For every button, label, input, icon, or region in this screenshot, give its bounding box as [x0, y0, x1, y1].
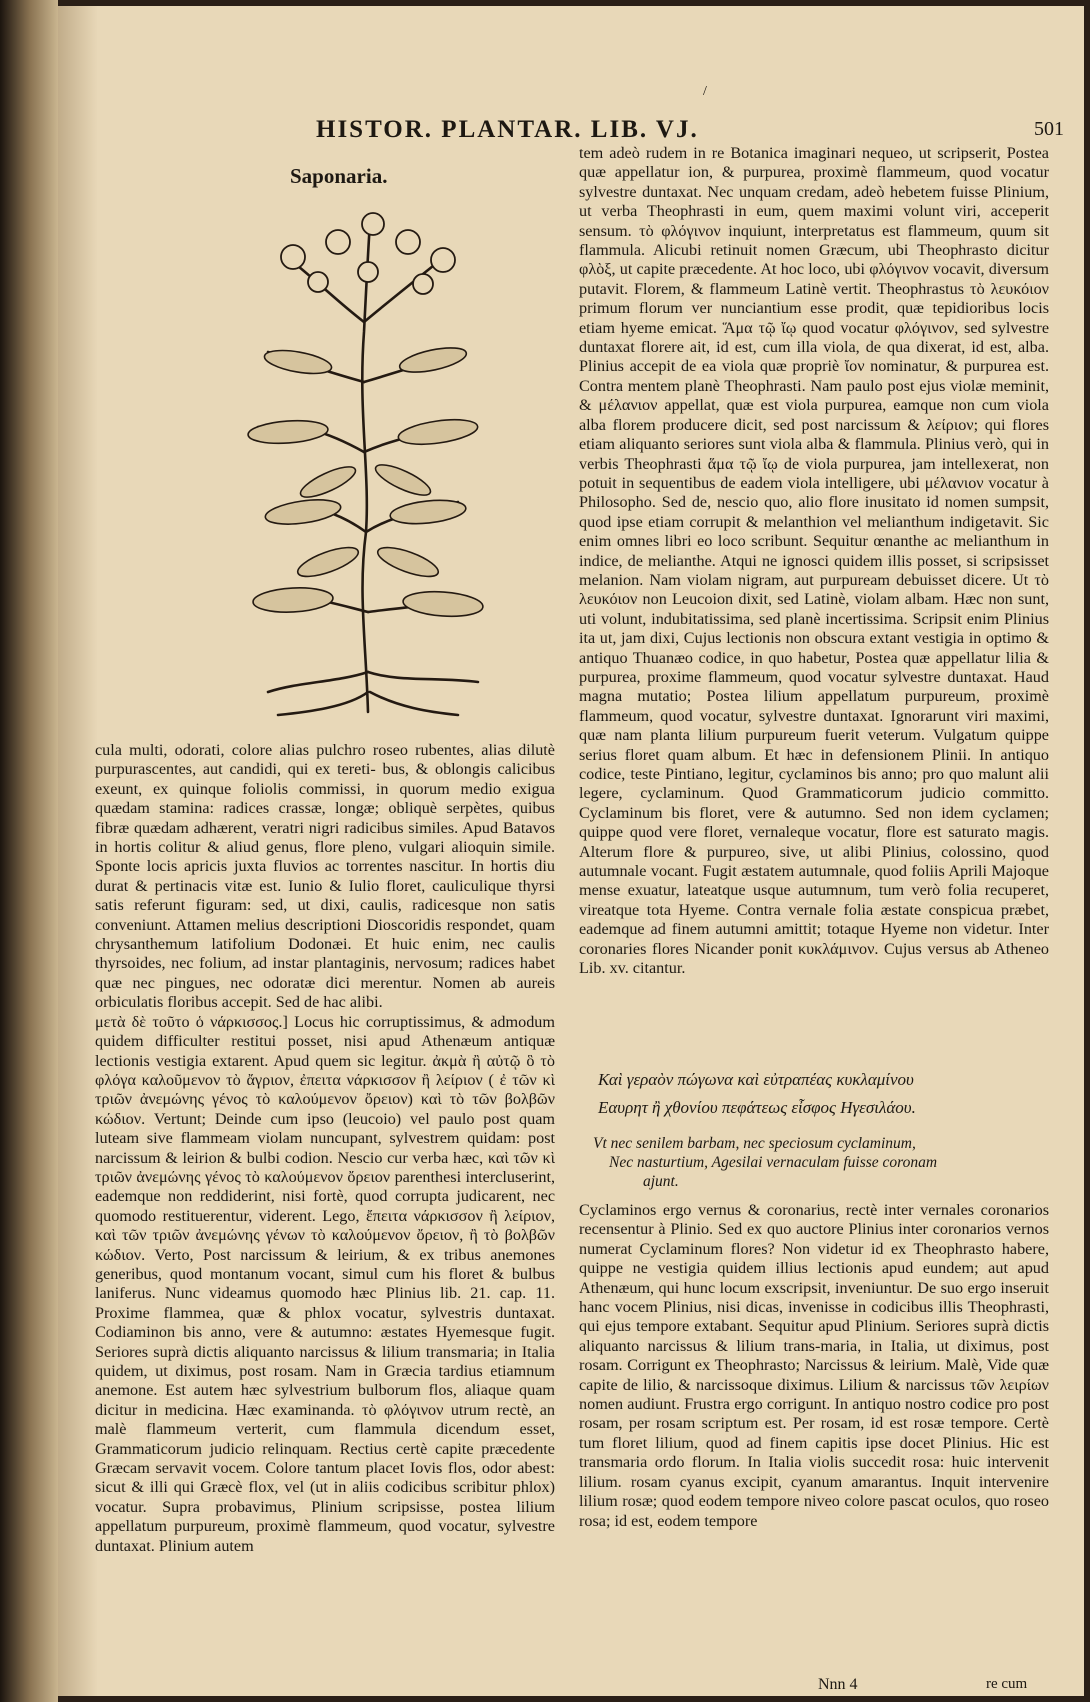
left-text-column	[95, 741, 555, 1556]
signature-mark: Nnn 4	[818, 1676, 858, 1693]
illustration-title: Saponaria.	[290, 164, 388, 188]
book-gutter	[0, 0, 58, 1702]
latin-verse-line: Vt nec senilem barbam, nec speciosum cyclaminum,	[593, 1135, 916, 1152]
book-page	[58, 6, 1084, 1696]
latin-verse-line: Nec nasturtium, Agesilai vernaculam fuisse coronam	[609, 1154, 938, 1171]
greek-verse-quotation	[598, 1066, 1068, 1122]
right-text-column-top	[579, 144, 1049, 978]
left-paragraph: μετὰ δὲ τοῦτο ὁ νάρκισσος.] Locus hic corruptissimus, & admodum quidem difficulter restitui posset, nisi apud Athenæum antiquæ lectionis vestigia extarent. Apud quem sic legitur. ἀκμὰ ἢ αὐτῷ ὃ τὸ φλόγα καλοῦμενον τὸ ἄγριον, ἐπειτα νάρκισσον ἢ λείριον ( ἐ τῶν κὶ τριῶν ἀνεμώνης γένος τὸ καλούμενον ὄρειον) καὶ τὸ τῶν βολβῶν κώδιον. Vertunt; Deinde cum ipso (leucoio) vel paulo post quam luteam sive flammeam violam nuncupant, sylvestrem quidam: post narcissum & leirion & bulbi codion. Nescio cur verba hæc, καὶ τῶν κὶ τριῶν ἀνεμώνης γένος τὸ καλούμενον ὄρειον parenthesi intercluserint, eademque non reddiderint, nisi fortè, quod corrupta judicarent, nec quomodo restituerentur, viderent. Lego, ἔπειτα νάρκισσον ἢ λείριον, καὶ τῶν τριῶν ἀνεμώνης γένων τὸ καλούμενον ὄρειον, ἢ τὸ βολβῶν κώδιον. Verto, Post narcissum & leirium, & ex tribus anemones generibus, quod montanum vocant, simul cum his floret & bulbus laniferus. Nunc videamus quomodo hæc Plinius lib. 21. cap. 11. Proxime flammea, quæ & phlox vocatur, sylvestris duntaxat. Codiaminon bis anno, vere & autumno: æstates Hyemesque fugit. Seriores suprà dictis aliquanto narcissus & lilium transmaria; in Italia quidem, ut diximus, post rosam. Nam in Græcia tardius etiamnum anemone. Est autem hæc sylvestrium bulborum flos, aliaque quam dicitur in medicina. Hæc examinanda. τὸ φλόγινον utrum rectè, an malè flammeum verterit, cum flammula dicendum esset, Grammaticorum judicio relinquam. Rectius certè capite præcedente Græcam servavit vocem. Colore tantum placet Iovis flos, odor abest: sicut & illi qui Græcè flox, vel (ut in aliis codicibus scribitur phlox) vocatur. Supra probavimus, Plinium scripsisse, postea lilium appellatum purpureum, proximè flammeum, quod vocatur, sylvestre duntaxat. Plinium autem	[95, 1012, 555, 1555]
greek-verse-line: Εαυρητ ἢ χθονίου πεφάτεως εἶσφος Ηγεσιλάου.	[598, 1098, 916, 1117]
right-paragraph: Cyclaminos ergo vernus & coronarius, rectè inter vernales coronarios recensentur à Plinio. Sed ex quo auctore Plinius inter coronarios vernos numerat Cyclaminum flores? Non videtur id ex Theophrasto habere, quippe ne vestigia quidem illius lectionis apud eundem; aut apud Athenæum, qui hunc locum exscripsit, inveniuntur. De suo ergo inseruit hanc vocem Plinius, nisi dicas, invenisse in codicibus illis Theophrasti, qui ejus tempore extabant. Sequitur apud Plinium. Seriores suprà dictis aliquanto narcissus & lilium trans-maria, in Italia, ut diximus, post rosam. Corrigunt ex Theophrasto; Narcissus & leirium. Malè, Vide quæ capite de lilio, & narcissoque diximus. Lilium & narcissus τῶν λειρίων nomen audiunt. Frustra ergo corrigunt. In antiquo nostro codice pro post rosam, per rosam scriptum est. Per rosam, id est rosæ tempore. Certè tum floret lilium, quod ad finem capitis ipse docet Plinius. Hic est transmaria ordo florum. In Italia violis succedit rosa: huic intervenit lilium. rosam cyanus excipit, cyanum amarantus. Inquit intervenire lilium rosæ; quod eodem tempore niveo colore pascat oculos, quo roseo rosa; id est, eodem tempore	[579, 1201, 1049, 1530]
catchword: re cum	[986, 1676, 1028, 1692]
latin-verse-translation	[593, 1134, 1063, 1191]
right-paragraph: tem adeò rudem in re Botanica imaginari nequeo, ut scripserit, Postea quæ appellatur ion, & purpurea, proximè flammeum, quod vocatur sylvestre duntaxat. Nec unquam credam, adeò hebetem fuisse Plinium, ut verba Theophrasti in eum, quem maximi volunt viri, acceperit sensum. τὸ φλόγινον inquiunt, interpretatus est flammeum, quum sit flammula. Alicubi retinuit nomen Græcum, ubi Theophrasto dicitur φλὸξ, ut capite præcedente. At hoc loco, ubi φλόγινον vocavit, diversum putavit. Florem, & flammeum Latinè vertit. Theophrastus τὸ λευκόιον primum florum ver nunciantium esse prodit, quæ tepidioribus locis etiam hyeme emicat. Ἅμα τῷ ἴῳ quod vocatur φλόγινον, sed sylvestre duntaxat florere ait, id est, cum illa viola, de qua dixerat, id est, alba. Plinius accepit de ea viola quæ propriè ἴον nominatur, & purpurea est. Contra mentem planè Theophrasti. Nam paulo post ejus violæ meminit, & μέλανιον appellat, quæ est viola purpurea, eamque non cum viola alba florem producere dicit, sed post narcissum & λείριον; qui flores etiam aliquanto seriores sunt viola alba & flammula. Plinius verò, qui in verbis Theophrasti ἅμα τῷ ἴῳ de viola purpurea, jam intellexerat, non potuit in sequentibus de eadem viola intelligere, ubi μέλανιον vocatur à Philosopho. Sed de, nescio quo, alio flore inusitato id nomen sumpsit, quod ipse etiam corrupit & melanthion vel melianthum indigetavit. Sic enim omnes libri eo loco scribunt. Sequitur œnanthe ac melianthum in indice, de melianthe. Atqui ne ignosci quidem illis posset, si scripsisset melanion. Nam violam nigram, aut purpuream debuisset dicere. Ut τὸ λευκόιον non Leucoion dixit, sed Latinè, violam albam. Hæc non sunt, uti volunt, indubitatissima, sed planè incertissima. Scripsit enim Plinius ita ut, jam dixi, Cujus lectionis non obscura extant vestigia in optimo & antiquo Thuanæo codice, in quo habetur, Postea quæ appellatur lilia & purpurea, proxime flammeum, quod vocatur sylvestre duntaxat. Haud magna mutatio; Postea lilium appellatum purpureum, proximè flammeum, quod vocatur, sylvestre duntaxat. Ignorarunt viri maximi, quæ nam planta lilium purpureum fuerit veterum. Vulgatum quippe serius floret quam album. Et hæc in defensionem Plinii. In antiquo codice, teste Pintiano, legitur, cyclaminos bis anno; pro quo malunt alii legere, cyclaminum. Quod Grammaticorum judicio committo. Cyclaminum bis floret, vere & autumno. Sed non idem cyclamen; quippe quod vere floret, vernaleque vocatur, flore est saturato magis. Alterum flore & purpureo, sive, ut alibi Plinius, colossino, quod autumnale vocant. Fugit æstatem autumnale, quod foliis Aprili Majoque mense exuatur, lateatque usque autumnum, tum verò folia recuperet, vireatque tota Hyeme. Contra vernale folia æstate conspicua præbet, eademque ad finem autumni amittit; totaque Hyeme non videtur. Inter coronaries flores Nicander ponit κυκλάμινον. Cujus versus ab Atheneo Lib. xv. citantur.	[579, 144, 1049, 978]
left-paragraph: cula multi, odorati, colore alias pulchro roseo rubentes, alias dilutè purpurascentes, aut candidi, qui ex tereti- bus, & oblongis calicibus exeunt, ex quinque foliolis commissi, in quorum medio exigua quædam stamina: radices crassæ, longæ; obliquè serpètes, quibus fibræ quædam adhærent, veratri nigri radicibus similes. Apud Batavos in hortis colitur & aliud genus, flore pleno, vulgari alioquin simile. Sponte locis apricis juxta fluvios ac torrentes nascitur. In hortis diu durat & pertinacis vitæ est. Iunio & Iulio floret, cauliculique thyrsi satis referunt figuram: sed, ut dixi, caulis, radicesque non satis conveniunt. Attamen melius descriptioni Dioscoridis respondet, quam chrysanthemum latifolium Dodonæi. Et huic enim, nec caulis thyrsoides, nec folium, ad instar plantaginis, nervosum; radices habet quæ nec pingues, nec odoratæ dici merentur. Nomen ab aureis orbiculatis floribus accepit. Sed de hac alibi.	[95, 741, 555, 1012]
woodcut-plant-illustration	[218, 212, 508, 718]
right-text-column-bottom	[579, 1201, 1049, 1531]
greek-verse-line: Καὶ γεραὸν πώγωνα καὶ εὐτραπέας κυκλαμίνου	[598, 1070, 914, 1089]
latin-verse-line: ajunt.	[643, 1173, 679, 1190]
page-mark: /	[703, 84, 707, 99]
running-head: HISTOR. PLANTAR. LIB. VJ.	[316, 116, 699, 143]
folio-number: 501	[1034, 118, 1064, 140]
